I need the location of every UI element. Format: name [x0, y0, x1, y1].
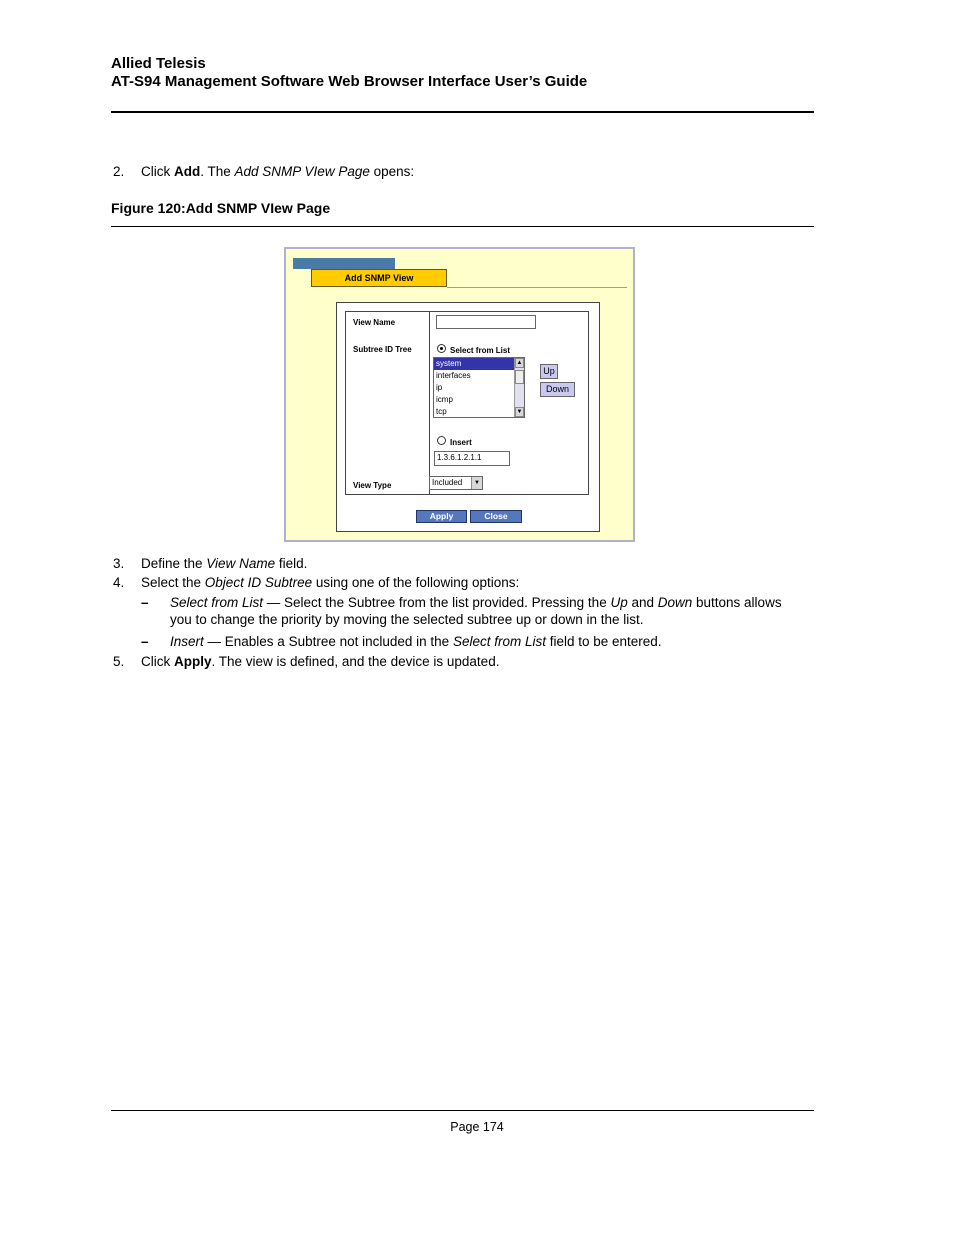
bullet-select-from-list: Select from List — Select the Subtree from the list provided. Pressing the Up and Down buttons allows — [170, 595, 782, 610]
close-button[interactable]: Close — [470, 510, 522, 523]
list-item[interactable]: system — [434, 358, 524, 370]
subtree-id-tree-label: Subtree ID Tree — [353, 345, 412, 354]
list-item[interactable]: interfaces — [436, 371, 471, 380]
insert-label: Insert — [450, 438, 472, 447]
bullet-select-from-list-line2: you to change the priority by moving the selected subtree up or down in the list. — [170, 612, 644, 627]
company-name: Allied Telesis — [111, 55, 206, 72]
list-item[interactable]: ip — [436, 383, 443, 392]
bullet-dash: – — [141, 634, 149, 649]
title-bar — [293, 258, 395, 269]
tab-divider — [447, 287, 627, 288]
listbox-scrollbar[interactable] — [514, 358, 524, 417]
step-4-text: Select the Object ID Subtree using one of the following options: — [141, 575, 520, 590]
scroll-down-arrow-icon[interactable]: ▼ — [516, 409, 523, 415]
form-panel — [336, 302, 600, 532]
step-2-text: Click Add. The Add SNMP VIew Page opens: — [141, 164, 415, 179]
chevron-down-icon[interactable]: ▼ — [471, 477, 482, 489]
column-divider — [429, 312, 430, 494]
view-type-label: View Type — [353, 481, 392, 490]
step-3-number: 3. — [113, 556, 125, 571]
footer-rule — [111, 1110, 814, 1111]
select-from-list-label: Select from List — [450, 346, 511, 355]
header-rule — [111, 111, 814, 113]
add-snmp-view-screenshot — [284, 247, 635, 542]
subtree-listbox[interactable] — [433, 357, 525, 418]
view-type-select[interactable] — [429, 476, 483, 490]
step-2-number: 2. — [113, 164, 125, 179]
list-item[interactable]: icmp — [436, 395, 453, 404]
figure-caption: Figure 120:Add SNMP VIew Page — [111, 200, 331, 216]
scroll-thumb[interactable] — [515, 370, 524, 384]
apply-button[interactable]: Apply — [416, 510, 467, 523]
insert-input[interactable]: 1.3.6.1.2.1.1 — [434, 451, 510, 466]
view-name-input[interactable] — [436, 315, 536, 329]
step-3-text: Define the View Name field. — [141, 556, 308, 571]
select-from-list-radio[interactable] — [437, 344, 446, 353]
form-table — [345, 311, 589, 495]
up-button[interactable]: Up — [540, 364, 558, 379]
view-type-value: Included — [432, 478, 463, 487]
scroll-up-arrow-icon[interactable]: ▲ — [516, 360, 523, 366]
caption-rule — [111, 226, 814, 227]
step-5-text: Click Apply. The view is defined, and the device is updated. — [141, 654, 500, 669]
guide-title: AT-S94 Management Software Web Browser Interface User’s Guide — [111, 73, 588, 90]
step-5-number: 5. — [113, 654, 125, 669]
page-number: Page 174 — [450, 1120, 504, 1134]
bullet-insert: Insert — Enables a Subtree not included in the Select from List field to be entered. — [170, 634, 662, 649]
list-item[interactable]: tcp — [436, 407, 447, 416]
step-4-number: 4. — [113, 575, 125, 590]
down-button[interactable]: Down — [540, 382, 575, 397]
bullet-dash: – — [141, 595, 149, 610]
view-name-label: View Name — [353, 318, 396, 327]
insert-radio[interactable] — [437, 436, 446, 445]
tab-add-snmp-view[interactable]: Add SNMP View — [311, 269, 447, 287]
